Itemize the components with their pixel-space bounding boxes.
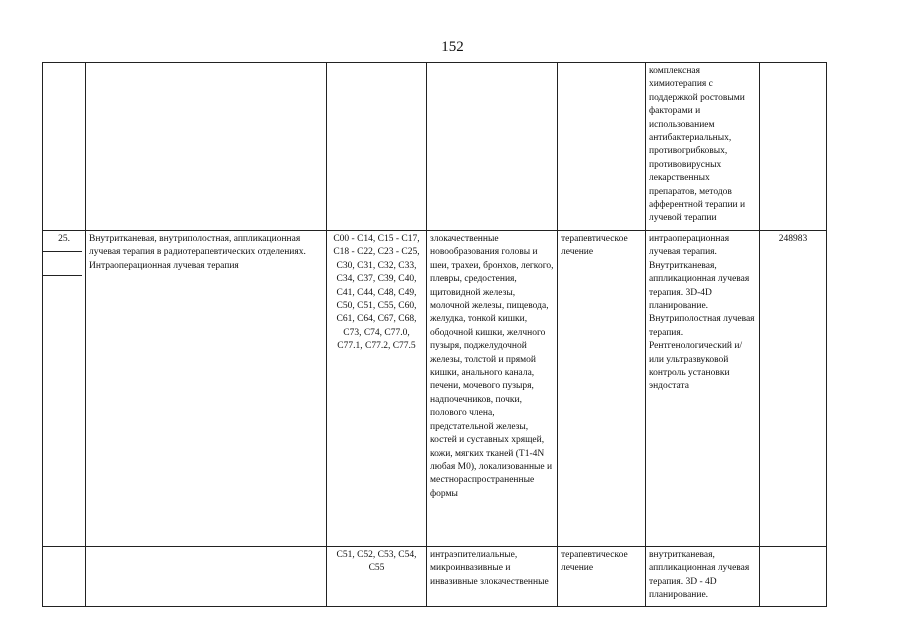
price-cell: 248983 bbox=[760, 231, 827, 547]
treatment-method-cell: интраоперационная лучевая терапия. Внутритканевая, аппликационная лучевая терапия. 3D-4D планирование. Внутриполостная лучевая терапия. Рентгенологический и/или ультразвуковой контроль установки эндостата bbox=[646, 231, 760, 547]
row-number-cell bbox=[43, 63, 86, 231]
icd-codes-cell: C51, C52, C53, C54, C55 bbox=[327, 547, 427, 607]
procedure-name-cell: Внутритканевая, внутриполостная, аппликационная лучевая терапия в радиотерапевтических отделениях. Интраоперационная лучевая терапия bbox=[86, 231, 327, 547]
table-row bbox=[43, 231, 827, 547]
services-table bbox=[42, 62, 827, 607]
treatment-method-cell: внутритканевая, аппликационная лучевая терапия. 3D - 4D планирование. bbox=[646, 547, 760, 607]
treatment-type-cell: терапевтическое лечение bbox=[558, 547, 646, 607]
procedure-name-cell bbox=[86, 63, 327, 231]
patient-model-cell: интраэпителиальные, микроинвазивные и инвазивные злокачественные bbox=[427, 547, 558, 607]
treatment-type-cell: терапевтическое лечение bbox=[558, 231, 646, 547]
page-number: 152 bbox=[441, 39, 464, 55]
table-row bbox=[43, 547, 827, 607]
cell-divider-line bbox=[43, 251, 83, 252]
price-cell bbox=[760, 547, 827, 607]
patient-model-cell: злокачественные новообразования головы и шеи, трахеи, бронхов, легкого, плевры, средостения, щитовидной железы, молочной железы, пищевода, желудка, тонкой кишки, ободочной кишки, желчного пузыря, поджелудочной железы, толстой и прямой кишки, анального канала, печени, мочевого пузыря, надпочечников, почки, полового члена, предстательной железы, костей и суставных хрящей, кожи, мягких тканей (T1-4N любая M0), локализованные и местнораспространенные формы bbox=[427, 231, 558, 547]
cell-divider-line bbox=[43, 275, 83, 276]
row-number: 25. bbox=[58, 234, 70, 244]
row-number-cell bbox=[43, 231, 86, 547]
patient-model-cell bbox=[427, 63, 558, 231]
treatment-type-cell bbox=[558, 63, 646, 231]
icd-codes-cell bbox=[327, 63, 427, 231]
price-cell bbox=[760, 63, 827, 231]
table-row bbox=[43, 63, 827, 231]
icd-codes-cell: C00 - C14, C15 - C17, C18 - C22, C23 - C25, C30, C31, C32, C33, C34, C37, C39, C40, C41, C44, C48, C49, C50, C51, C55, C60, C61, C64, C67, C68, C73, C74, C77.0, C77.1, C77.2, C77.5 bbox=[327, 231, 427, 547]
row-number-cell bbox=[43, 547, 86, 607]
treatment-method-cell: комплексная химиотерапия с поддержкой ростовыми факторами и использованием антибактериальных, противогрибковых, противовирусных лекарственных препаратов, методов афферентной терапии и лучевой терапии bbox=[646, 63, 760, 231]
procedure-name-cell bbox=[86, 547, 327, 607]
